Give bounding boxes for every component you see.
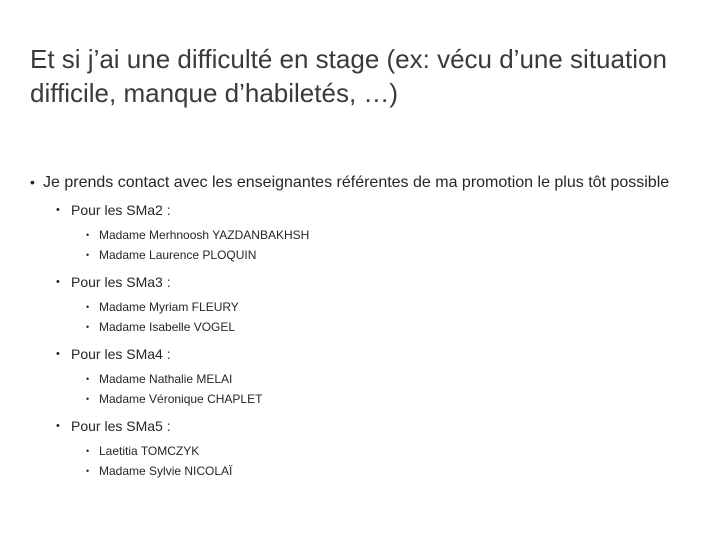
group-sma3 xyxy=(56,272,702,292)
person-name: Laetitia TOMCZYK xyxy=(99,444,200,458)
bullet-icon: • xyxy=(56,348,60,360)
slide-content xyxy=(30,172,702,481)
bullet-icon: • xyxy=(86,394,90,404)
list-item xyxy=(86,389,702,409)
bullet-icon: • xyxy=(86,302,90,312)
group-sma4 xyxy=(56,344,702,364)
person-name: Madame Isabelle VOGEL xyxy=(99,320,236,334)
bullet-icon: • xyxy=(86,322,90,332)
person-name: Madame Laurence PLOQUIN xyxy=(99,248,257,262)
list-item xyxy=(86,461,702,481)
bullet-icon: • xyxy=(56,204,60,216)
group-sma5 xyxy=(56,416,702,436)
bullet-icon: • xyxy=(86,446,90,456)
list-item xyxy=(86,245,702,265)
bullet-icon: • xyxy=(86,230,90,240)
list-item xyxy=(86,225,702,245)
bullet-icon: • xyxy=(86,374,90,384)
bullet-icon: • xyxy=(86,466,90,476)
list-item xyxy=(86,441,702,461)
group-sma2 xyxy=(56,200,702,220)
group-label: Pour les SMa2 : xyxy=(71,202,171,218)
person-name: Madame Sylvie NICOLAÏ xyxy=(99,464,233,478)
main-bullet-point xyxy=(30,172,702,193)
person-name: Madame Myriam FLEURY xyxy=(99,300,239,314)
bullet-icon: • xyxy=(86,250,90,260)
list-item xyxy=(86,369,702,389)
main-point-text: Je prends contact avec les enseignantes référentes de ma promotion le plus tôt possible xyxy=(43,174,670,191)
group-label: Pour les SMa4 : xyxy=(71,346,171,362)
person-name: Madame Véronique CHAPLET xyxy=(99,392,263,406)
group-label: Pour les SMa3 : xyxy=(71,274,171,290)
list-item xyxy=(86,317,702,337)
group-sma3-people xyxy=(30,297,702,337)
group-sma5-people xyxy=(30,441,702,481)
slide-title: Et si j’ai une difficulté en stage (ex: vécu d’une situation difficile, manque d’habiletés, …) xyxy=(30,44,667,108)
group-label: Pour les SMa5 : xyxy=(71,418,171,434)
bullet-icon: • xyxy=(56,420,60,432)
list-item xyxy=(86,297,702,317)
group-sma4-people xyxy=(30,369,702,409)
bullet-icon: • xyxy=(30,174,35,190)
person-name: Madame Merhnoosh YAZDANBAKHSH xyxy=(99,228,310,242)
group-sma2-people xyxy=(30,225,702,265)
bullet-icon: • xyxy=(56,276,60,288)
person-name: Madame Nathalie MELAI xyxy=(99,372,233,386)
